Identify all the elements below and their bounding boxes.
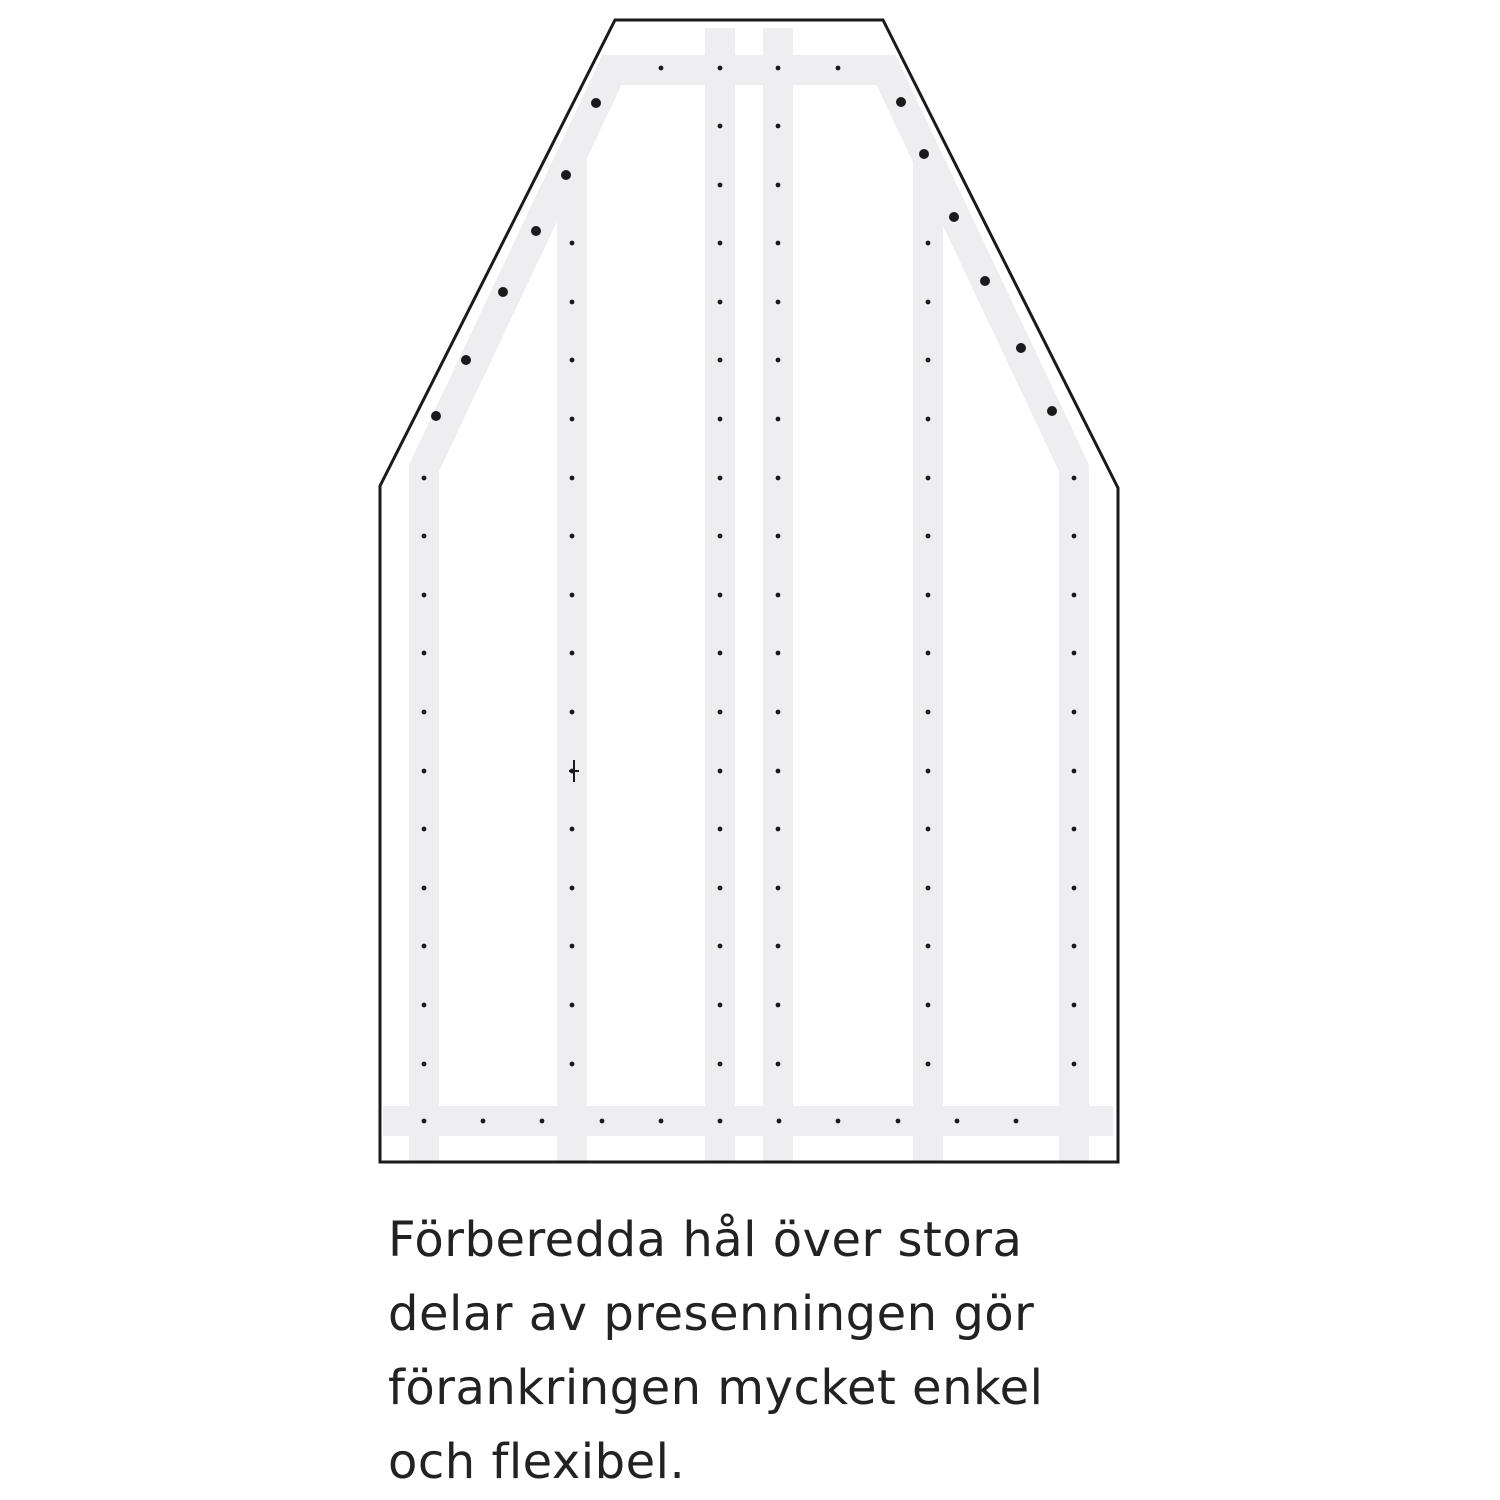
hole <box>659 66 664 71</box>
hole <box>422 593 427 598</box>
hole <box>1072 886 1077 891</box>
hole <box>896 1119 901 1124</box>
hole <box>777 1119 782 1124</box>
hole <box>836 66 841 71</box>
eyelet <box>461 355 471 365</box>
hole <box>926 651 931 656</box>
hole <box>776 1003 781 1008</box>
hole <box>776 358 781 363</box>
hole <box>926 769 931 774</box>
hole <box>718 124 723 129</box>
hole <box>422 710 427 715</box>
eyelet <box>498 287 508 297</box>
hole <box>422 1119 427 1124</box>
hole <box>926 1062 931 1067</box>
tarp-outline <box>380 20 1118 1162</box>
hole <box>570 417 575 422</box>
hole <box>570 241 575 246</box>
hole <box>718 710 723 715</box>
hole <box>776 124 781 129</box>
hole <box>570 944 575 949</box>
hole <box>776 886 781 891</box>
hole <box>422 769 427 774</box>
hole <box>718 241 723 246</box>
hole <box>540 1119 545 1124</box>
hole <box>926 827 931 832</box>
hole <box>1072 1003 1077 1008</box>
hole <box>659 1119 664 1124</box>
hole <box>776 66 781 71</box>
hole <box>1072 1062 1077 1067</box>
hole <box>776 944 781 949</box>
hole <box>570 827 575 832</box>
hole <box>481 1119 486 1124</box>
caption <box>388 1203 1448 1499</box>
hole <box>570 886 575 891</box>
hole <box>926 886 931 891</box>
caption-line-3: förankringen mycket enkel <box>388 1360 1044 1416</box>
eyelet <box>431 411 441 421</box>
hole <box>926 1003 931 1008</box>
hole <box>718 769 723 774</box>
hole <box>718 300 723 305</box>
hole <box>718 944 723 949</box>
hole <box>776 593 781 598</box>
hole <box>926 593 931 598</box>
hole <box>718 886 723 891</box>
hole <box>776 1062 781 1067</box>
hole <box>776 710 781 715</box>
hole <box>836 1119 841 1124</box>
caption-line-4: och flexibel. <box>388 1434 686 1490</box>
eyelet <box>949 212 959 222</box>
eyelet <box>591 98 601 108</box>
hole <box>926 417 931 422</box>
hole <box>422 476 427 481</box>
hole <box>1072 651 1077 656</box>
hole <box>422 651 427 656</box>
hole <box>926 476 931 481</box>
hole <box>1072 593 1077 598</box>
hole <box>776 769 781 774</box>
hole <box>1072 769 1077 774</box>
eyelet <box>1047 406 1057 416</box>
hole <box>1014 1119 1019 1124</box>
hole <box>570 1062 575 1067</box>
caption-line-2: delar av presenningen gör <box>388 1286 1035 1342</box>
hole <box>926 300 931 305</box>
hole <box>955 1119 960 1124</box>
hole <box>1072 944 1077 949</box>
hole <box>718 358 723 363</box>
hole <box>422 1003 427 1008</box>
hole <box>926 534 931 539</box>
hole <box>570 534 575 539</box>
eyelet <box>561 170 571 180</box>
eyelet-holes <box>422 66 1077 1124</box>
hole <box>718 593 723 598</box>
hole <box>718 534 723 539</box>
hole <box>926 358 931 363</box>
hole <box>422 944 427 949</box>
hole <box>776 534 781 539</box>
hole <box>718 183 723 188</box>
reinforcement-strips <box>383 28 1113 1162</box>
hole <box>926 241 931 246</box>
hole <box>718 651 723 656</box>
hole <box>570 651 575 656</box>
hole <box>570 300 575 305</box>
hole <box>926 944 931 949</box>
hole <box>718 1062 723 1067</box>
eyelet <box>1016 343 1026 353</box>
eyelet <box>896 97 906 107</box>
hole <box>718 1003 723 1008</box>
hole <box>776 651 781 656</box>
hole <box>1072 476 1077 481</box>
hole <box>570 593 575 598</box>
hole <box>718 417 723 422</box>
eyelet <box>919 149 929 159</box>
hole <box>422 827 427 832</box>
hole <box>776 476 781 481</box>
hole <box>718 476 723 481</box>
hole <box>926 710 931 715</box>
eyelet <box>980 276 990 286</box>
hole <box>1072 710 1077 715</box>
hole <box>776 300 781 305</box>
hole <box>600 1119 605 1124</box>
hole <box>570 476 575 481</box>
hole <box>1072 827 1077 832</box>
hole <box>570 710 575 715</box>
hole <box>718 66 723 71</box>
hole <box>570 1003 575 1008</box>
hole <box>422 1062 427 1067</box>
edge-strip <box>424 70 1074 1162</box>
hole <box>422 534 427 539</box>
hole <box>776 241 781 246</box>
hole <box>1072 534 1077 539</box>
hole <box>776 183 781 188</box>
hole <box>718 827 723 832</box>
hole <box>776 417 781 422</box>
caption-line-1: Förberedda hål över stora <box>388 1212 1023 1268</box>
hole <box>776 827 781 832</box>
eyelet <box>531 226 541 236</box>
hole <box>570 358 575 363</box>
hole <box>422 886 427 891</box>
hole <box>718 1119 723 1124</box>
